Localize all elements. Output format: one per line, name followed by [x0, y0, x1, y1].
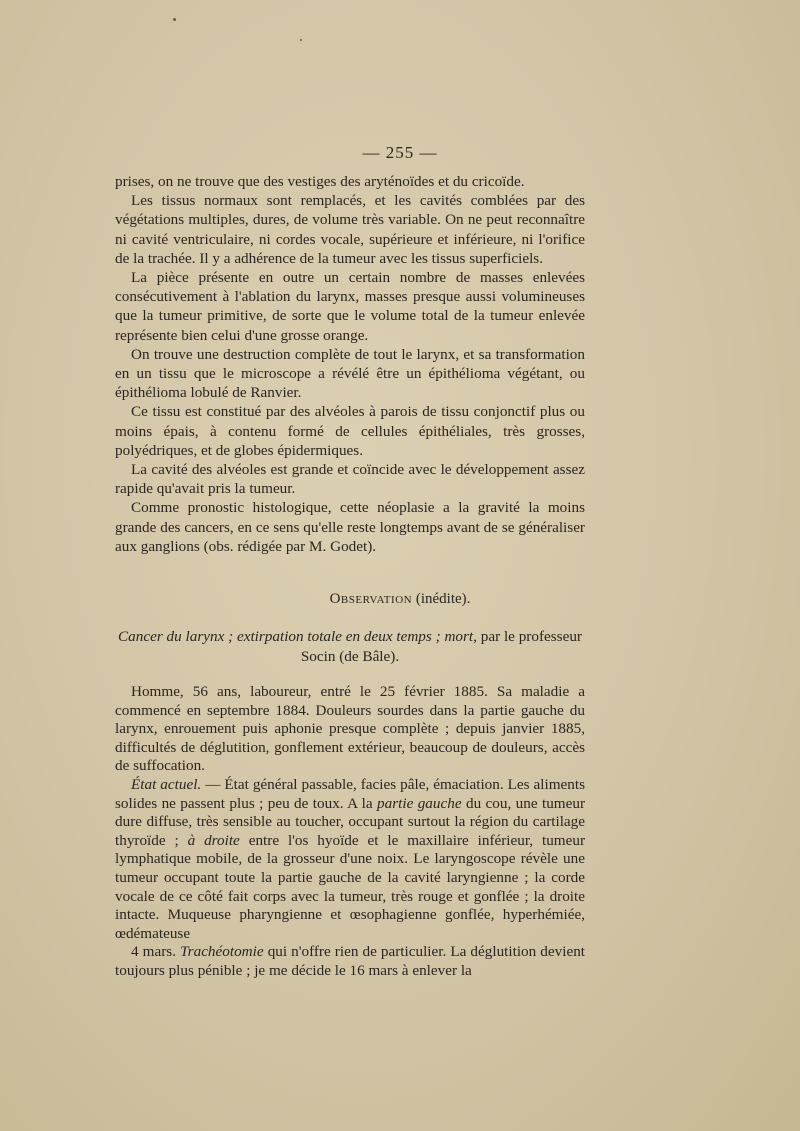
emphasis: à droite — [187, 831, 240, 849]
paragraph: Les tissus normaux sont remplacés, et les cavités comblées par des végétations multiples, dures, de volume très variable. On ne peut reconnaître ni cavité ventriculaire, ni cordes vocale, supérieure et inférieure, ni l'orifice de la trachée. Il y a adhérence de la tumeur avec les tissus superficiels. — [115, 192, 585, 267]
page-number: — 255 — — [362, 143, 438, 162]
text-run: — État général passable, facies pâle, émaciation. Les aliments solides ne passent plus ; peu de toux. A la — [115, 775, 586, 812]
case-text — [115, 683, 585, 981]
case-paragraph: Homme, 56 ans, laboureur, entré le 25 février 1885. Sa maladie a commencé en septembre 1884. Douleurs sourdes dans la partie gauche du larynx, enrouement puis aphonie presque complète ; depuis janvier 1885, difficultés de déglutition, gonflement extérieur, beaucoup de douleurs, accès de suffocation. — [115, 683, 585, 775]
text-run: entre l'os hyoïde et le maxillaire inférieur, tumeur lymphatique mobile, de la grosseur d'une noix. Le laryngoscope révèle une tumeur occupant toute la partie gauche de la cavité laryngienne ; la corde vocale de ce côté fait corps avec la tumeur, très rouge et gonflée ; la droite intacte. Muqueuse pharyngienne et œsophagienne gonflée, hyperhémiée, œdémateuse — [115, 831, 586, 942]
observation-suffix: (inédite). — [415, 591, 471, 607]
paragraph: Ce tissu est constitué par des alvéoles à parois de tissu conjonctif plus ou moins épais, à contenu formé de cellules épithéliales, très grosses, polyédriques, et de globes épidermiques. — [115, 403, 585, 459]
paragraph: On trouve une destruction complète de tout le larynx, et sa transformation en un tissu que le microscope a révélé être un épithélioma végétant, ou épithélioma lobulé de Ranvier. — [115, 345, 585, 402]
case-paragraph — [115, 776, 585, 943]
text-run: qui n'offre rien de particulier. La déglutition devient toujours plus pénible ; je me décide le 16 mars à enlever la — [115, 943, 586, 979]
case-title — [115, 627, 585, 666]
case-title-italic: Cancer du larynx ; extirpation totale en deux temps ; mort, — [118, 628, 477, 645]
observation-heading — [0, 591, 800, 608]
paragraph: Comme pronostic histologique, cette néoplasie a la gravité la moins grande des cancers, en ce sens qu'elle reste longtemps avant de se généraliser aux ganglions (obs. rédigée par M. Godet). — [115, 499, 585, 555]
emphasis: partie gauche — [377, 794, 462, 812]
text-run: 4 mars. — [131, 943, 176, 961]
ink-speck — [300, 39, 302, 41]
paragraph: La cavité des alvéoles est grande et coïncide avec le développement assez rapide qu'avait pris la tumeur. — [115, 461, 585, 498]
observation-label: Observation — [329, 591, 413, 607]
section-label: État actuel. — [131, 775, 202, 793]
main-text — [115, 172, 585, 556]
case-paragraph — [115, 943, 585, 980]
paragraph: prises, on ne trouve que des vestiges des aryténoïdes et du cricoïde. — [115, 173, 525, 190]
ink-speck — [173, 18, 176, 21]
paragraph: La pièce présente en outre un certain nombre de masses enlevées consécutivement à l'ablation du larynx, masses presque aussi volumineuses que la tumeur primitive, de sorte que le volume total de la tumeur enlevée représente bien celui d'une grosse orange. — [115, 269, 585, 344]
text-run: du cou, une tumeur dure diffuse, très sensible au toucher, occupant surtout la région du cartilage thyroïde ; — [115, 794, 586, 849]
case-title-rest: par le professeur Socin (de Bâle). — [300, 628, 582, 665]
emphasis: Trachéotomie — [180, 943, 264, 961]
